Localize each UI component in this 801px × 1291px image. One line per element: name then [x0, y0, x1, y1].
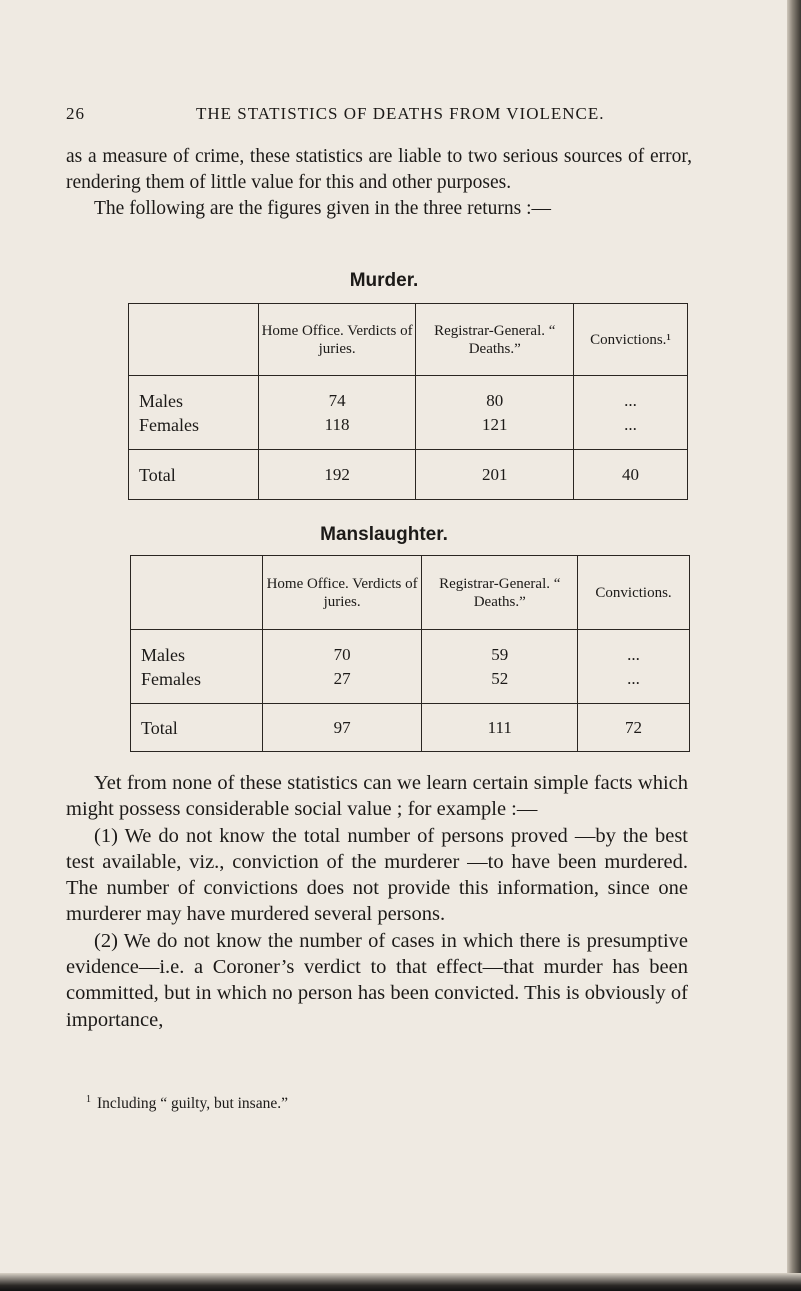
manslaughter-total-convictions: 72	[578, 704, 690, 752]
manslaughter-col-home-office: Home Office. Verdicts of juries.	[262, 556, 422, 630]
murder-females-convictions: ...	[624, 414, 637, 434]
murder-total-convictions: 40	[574, 450, 688, 500]
murder-header-row	[129, 304, 688, 376]
manslaughter-females-home-office: 27	[333, 668, 351, 688]
running-title: THE STATISTICS OF DEATHS FROM VIOLENCE.	[196, 104, 605, 123]
murder-males-convictions: ...	[624, 390, 637, 410]
murder-total-registrar: 201	[416, 450, 574, 500]
manslaughter-corner-cell	[131, 556, 263, 630]
intro-text	[66, 144, 692, 222]
manslaughter-label-total: Total	[131, 704, 263, 752]
murder-males-registrar: 80	[486, 390, 504, 410]
manslaughter-total-row	[131, 704, 690, 752]
manslaughter-header-row	[131, 556, 690, 630]
murder-total-home-office: 192	[258, 450, 416, 500]
manslaughter-males-registrar: 59	[491, 644, 509, 664]
manslaughter-males-home-office: 70	[333, 644, 351, 664]
manslaughter-total-home-office: 97	[262, 704, 422, 752]
page-number: 26	[66, 104, 85, 123]
murder-heading: Murder.	[349, 270, 419, 291]
manslaughter-row-labels	[131, 630, 263, 704]
manslaughter-label-females: Females	[141, 668, 201, 689]
manslaughter-females-convictions: ...	[627, 668, 640, 688]
manslaughter-registrar-cell	[422, 630, 578, 704]
manslaughter-total-registrar: 111	[422, 704, 578, 752]
body-paragraph-4: (1) We do not know the total number of persons proved —by the best test available, viz., conviction of the murderer —to have been murdered. The number of convictions does not provide this information, since one murderer may have murdered several persons.	[66, 824, 688, 926]
murder-corner-cell	[129, 304, 259, 376]
murder-label-females: Females	[139, 414, 199, 435]
murder-col-registrar: Registrar-General. “ Deaths.”	[416, 304, 574, 376]
murder-total-row	[129, 450, 688, 500]
murder-label-males: Males	[139, 390, 183, 411]
intro-paragraph-1: as a measure of crime, these statistics are liable to two serious sources of error, rendering them of little value for this and other purposes.	[66, 146, 692, 193]
page-bottom-edge	[0, 1273, 801, 1291]
murder-sex-row	[129, 376, 688, 450]
body-paragraph-3: Yet from none of these statistics can we learn certain simple facts which might possess considerable social value ; for example :—	[66, 772, 688, 821]
murder-registrar-cell	[416, 376, 574, 450]
manslaughter-col-registrar: Registrar-General. “ Deaths.”	[422, 556, 578, 630]
murder-col-convictions: Convictions.¹	[574, 304, 688, 376]
manslaughter-label-males: Males	[141, 644, 185, 665]
manslaughter-sex-row	[131, 630, 690, 704]
manslaughter-home-office-cell	[262, 630, 422, 704]
manslaughter-col-convictions: Convictions.	[578, 556, 690, 630]
manslaughter-males-convictions: ...	[627, 644, 640, 664]
footnote-text: Including “ guilty, but insane.”	[97, 1095, 288, 1113]
manslaughter-heading: Manslaughter.	[320, 524, 448, 545]
body-text	[66, 770, 688, 1033]
murder-table	[128, 303, 688, 500]
murder-label-total: Total	[129, 450, 259, 500]
footnote-marker: 1	[86, 1094, 91, 1105]
murder-row-labels	[129, 376, 259, 450]
manslaughter-convictions-cell	[578, 630, 690, 704]
murder-males-home-office: 74	[328, 390, 346, 410]
manslaughter-females-registrar: 52	[491, 668, 509, 688]
intro-paragraph-2: The following are the figures given in the three returns :—	[94, 198, 552, 219]
murder-convictions-cell	[574, 376, 688, 450]
murder-females-home-office: 118	[324, 414, 350, 434]
murder-females-registrar: 121	[482, 414, 508, 434]
manslaughter-table	[130, 555, 690, 752]
murder-col-home-office: Home Office. Verdicts of juries.	[258, 304, 416, 376]
page-edge	[787, 0, 801, 1291]
footnote	[66, 1094, 722, 1113]
murder-home-office-cell	[258, 376, 416, 450]
body-paragraph-5: (2) We do not know the number of cases in which there is presumptive evidence—i.e. a Coroner’s verdict to that effect—that murder has been committed, but in which no person has been convicted. This is obviously of importance,	[66, 929, 688, 1031]
